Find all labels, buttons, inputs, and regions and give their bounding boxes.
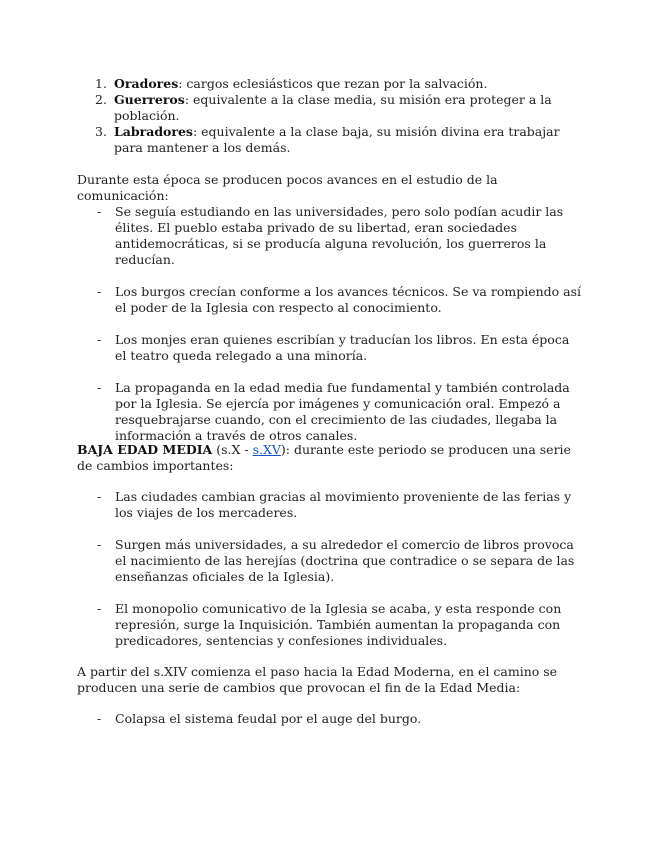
range-end-text: ): durante este periodo se producen una serie de cambios importantes: (77, 442, 571, 473)
list-item (77, 537, 582, 585)
dash-marker: - (97, 537, 102, 552)
list-text: La propaganda en la edad media fue fundamental y también controlada por la Iglesia. Se ejercía por imágenes y comunicación oral. Empezó a resquebrajarse cuando, con el crecimiento de las ciudades, llegaba la información a través de otros canales. (115, 380, 570, 443)
century-link[interactable]: s.XV (252, 442, 281, 457)
modern-age-bullet-list (77, 711, 582, 743)
list-text: Se seguía estudiando en las universidades, pero solo podían acudir las élites. El pueblo estaba privado de su libertad, eran sociedades antidemocráticas, si se producía alguna revolución, los guerreros la reducían. (115, 204, 564, 267)
list-item (77, 601, 582, 649)
list-text: : equivalente a la clase baja, su misión divina era trabajar para mantener a los demás. (114, 124, 560, 155)
list-item (77, 284, 582, 316)
list-item (77, 92, 577, 124)
list-item (77, 124, 577, 156)
list-term: Oradores (114, 76, 179, 91)
range-start-text: (s.X - (212, 442, 253, 457)
list-text: Las ciudades cambian gracias al movimiento proveniente de las ferias y los viajes de los mercaderes. (115, 489, 572, 520)
modern-age-intro-paragraph: A partir del s.XIV comienza el paso hacia la Edad Moderna, en el camino se producen una serie de cambios que provocan el fin de la Edad Media: (77, 664, 558, 695)
list-text: Surgen más universidades, a su alrededor el comercio de libros provoca el nacimiento de las herejías (doctrina que contradice o se separa de las enseñanzas oficiales de la Iglesia). (115, 537, 575, 584)
list-number: 3. (95, 124, 107, 139)
list-text: : equivalente a la clase media, su misión era proteger a la población. (114, 92, 552, 123)
dash-marker: - (97, 284, 102, 299)
dash-marker: - (97, 489, 102, 504)
communication-intro-paragraph: Durante esta época se producen pocos avances en el estudio de la comunicación: (77, 172, 498, 203)
dash-marker: - (97, 601, 102, 616)
dash-marker: - (97, 204, 102, 219)
list-item (77, 332, 582, 364)
list-text: Colapsa el sistema feudal por el auge del burgo. (115, 711, 422, 726)
list-number: 1. (95, 76, 107, 91)
list-text: Los monjes eran quienes escribían y traducían los libros. En esta época el teatro queda relegado a una minoría. (115, 332, 570, 363)
list-text: El monopolio comunicativo de la Iglesia se acaba, y esta responde con represión, surge la Inquisición. También aumentan la propaganda con predicadores, sentencias y confesiones individuales. (115, 601, 562, 648)
list-item (77, 711, 582, 727)
dash-marker: - (97, 711, 102, 726)
dash-marker: - (97, 380, 102, 395)
estates-numbered-list (77, 76, 577, 156)
list-item (77, 380, 582, 444)
list-text: Los burgos crecían conforme a los avances técnicos. Se va rompiendo así el poder de la Iglesia con respecto al conocimiento. (115, 284, 582, 315)
baja-edad-media-paragraph (77, 442, 582, 474)
communication-bullet-list (77, 204, 582, 460)
list-number: 2. (95, 92, 107, 107)
list-item (77, 204, 582, 268)
list-text: : cargos eclesiásticos que rezan por la salvación. (178, 76, 488, 91)
list-item (77, 76, 577, 92)
list-item (77, 489, 582, 521)
dash-marker: - (97, 332, 102, 347)
list-term: Guerreros (114, 92, 185, 107)
list-term: Labradores (114, 124, 193, 139)
section-heading: BAJA EDAD MEDIA (77, 442, 213, 457)
baja-bullet-list (77, 489, 582, 665)
